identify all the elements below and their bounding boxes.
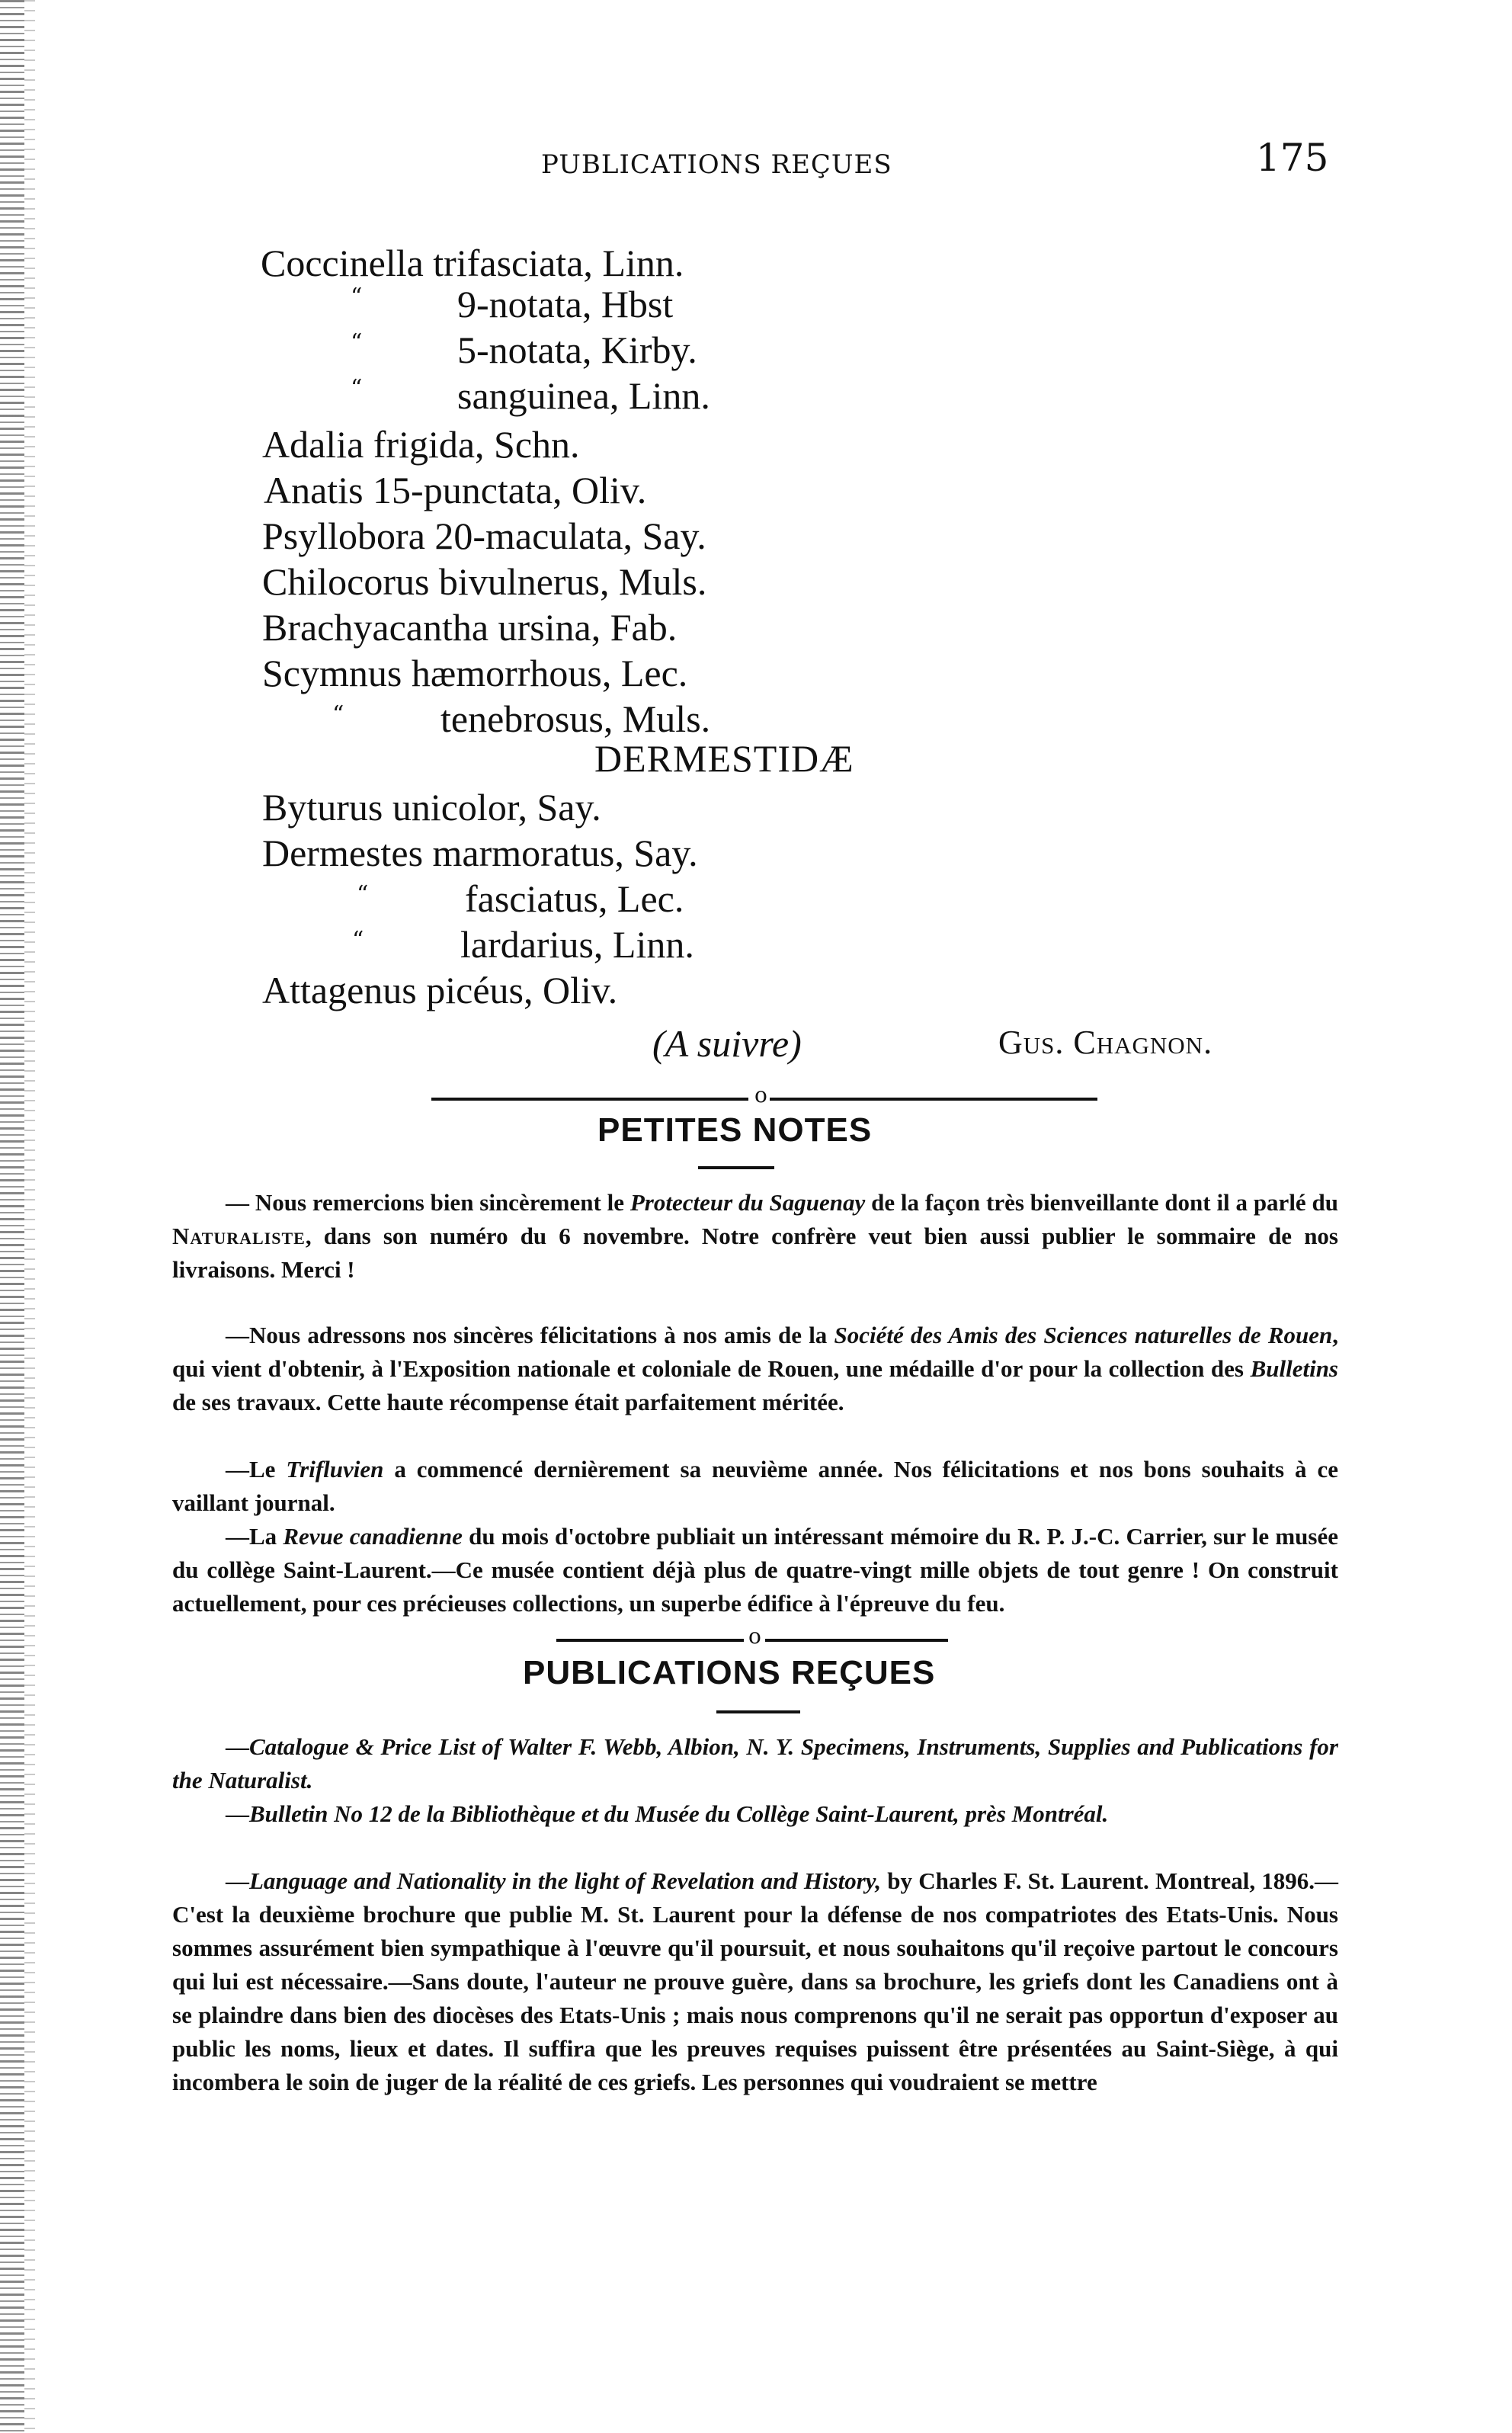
family-heading: DERMESTIDÆ [594,737,854,780]
publication-entry: —Language and Nationality in the light of Revelation and History, by Charles F. St. Laurent. Montreal, 1896.—C'est la deuxième brochure que publie M. St. Laurent pour la défense de nos compatriotes des Etats-Unis. Nous sommes assurément bien sympathique à l'œuvre qu'il poursuit, et nous souhaitons qu'il reçoive partout le concours qui lui est nécessaire.—Sans doute, l'auteur ne prouve guère, dans sa brochure, les griefs dont les Canadiens ont à se plaindre dans bien des diocèses des Etats-Unis ; mais nous comprenons qu'il ne serait pas opportun d'exposer au public les noms, lieux et dates. Il suffira que les preuves requises puissent être présentées au Saint-Siège, à qui incombera le soin de juger de la réalité de ces griefs. Les personnes qui voudraient se mettre [172,1867,1338,2095]
section-divider [765,1639,948,1642]
species-entry: Dermestes marmoratus, Say. [262,832,698,874]
page-number: 175 [1256,136,1329,180]
continuation-note: (A suivre) [652,1022,802,1065]
note-paragraph: —Le Trifluvien a commencé dernièrement sa neuvième année. Nos félicitations et nos bons souhaits à ce vaillant journal. [172,1456,1339,1516]
scan-edge-noise-inner [24,0,35,2433]
divider-ornament: o [754,1082,767,1108]
species-entry: 9-notata, Hbst [457,283,674,325]
ditto-mark: “ [351,375,363,402]
title-rule [716,1710,800,1713]
publication-entry: —Catalogue & Price List of Walter F. Webb, Albion, N. Y. Specimens, Instruments, Supplies and Publications for the Naturalist. [172,1733,1338,1793]
note-paragraph: — Nous remercions bien sincèrement le Protecteur du Saguenay de la façon très bienveillante dont il a parlé du Naturaliste, dans son numéro du 6 novembre. Notre confrère veut bien aussi publier le sommaire de nos livraisons. Merci ! [172,1189,1338,1283]
species-entry: Chilocorus bivulnerus, Muls. [262,560,707,603]
title-rule [698,1166,774,1169]
note-paragraph: —Nous adressons nos sincères félicitations à nos amis de la Société des Amis des Sciences naturelles de Rouen, qui vient d'obtenir, à l'Exposition nationale et coloniale de Rouen, une médaille d'or pour la collection des Bulletins de ses travaux. Cette haute récompense était parfaitement méritée. [172,1322,1339,1415]
species-entry: lardarius, Linn. [460,923,694,966]
ditto-mark: “ [351,329,363,356]
divider-ornament: o [748,1624,761,1649]
species-entry: 5-notata, Kirby. [457,329,697,371]
species-entry: Psyllobora 20-maculata, Say. [262,514,706,557]
publications-title: PUBLICATIONS REÇUES [523,1654,936,1691]
species-entry: Coccinella trifasciata, Linn. [261,242,684,284]
species-entry: Attagenus picéus, Oliv. [262,969,618,1011]
species-entry: tenebrosus, Muls. [440,697,711,740]
running-head: PUBLICATIONS REÇUES [541,149,892,180]
species-entry: Byturus unicolor, Say. [262,786,601,829]
species-entry: Scymnus hæmorrhous, Lec. [262,652,688,694]
species-entry: Brachyacantha ursina, Fab. [262,606,678,649]
species-entry: Adalia frigida, Schn. [262,423,580,466]
author-signature: Gus. Chagnon. [998,1024,1213,1061]
species-entry: fasciatus, Lec. [465,877,684,920]
section-divider [556,1639,744,1642]
section-divider [770,1098,1097,1101]
ditto-mark: “ [352,927,364,954]
note-paragraph: —La Revue canadienne du mois d'octobre publiait un intéressant mémoire du R. P. J.-C. Carrier, sur le musée du collège Saint-Laurent.—Ce musée contient déjà plus de quatre-vingt mille objets de tout genre ! On construit actuellement, pour ces précieuses collections, un superbe édifice à l'épreuve du feu. [172,1523,1338,1617]
species-entry: Anatis 15-punctata, Oliv. [264,469,647,511]
publication-entry: —Bulletin No 12 de la Bibliothèque et du Musée du Collège Saint-Laurent, près Montréal. [226,1800,1109,1827]
ditto-mark: “ [357,881,369,908]
ditto-mark: “ [332,701,344,728]
petites-notes-title: PETITES NOTES [597,1111,873,1149]
ditto-mark: “ [351,284,363,310]
scan-edge-noise [0,0,24,2433]
section-divider [431,1098,748,1101]
species-entry: sanguinea, Linn. [457,374,710,417]
